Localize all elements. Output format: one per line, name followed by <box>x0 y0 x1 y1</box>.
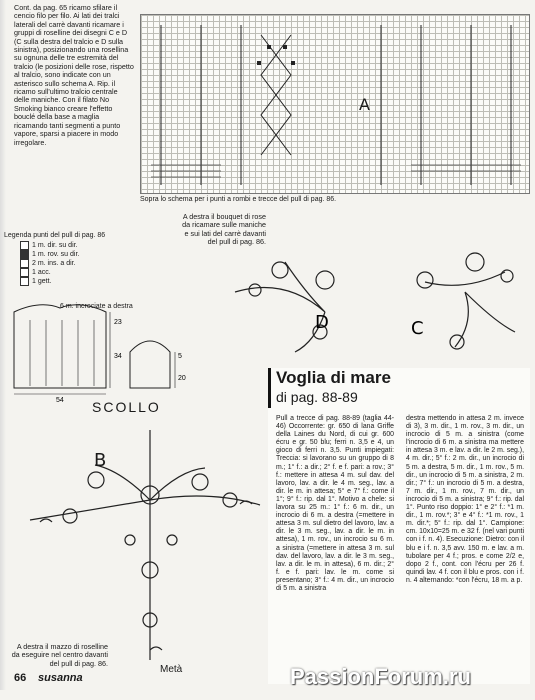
magazine-brand: susanna <box>38 672 83 684</box>
article-column-left: Pull a trecce di pag. 88-89 (taglia 44-46) Occorrente: gr. 650 di lana Griffe della Laines du Nord, di cui gr. 600 écru e gr. 50 blu; ferri n. 3,5 e 4, un gioco di ferri n. 3,5. Punti impiegati: Treccia: si lavorano su un gruppo di 8 m.; 1° f.: a dir.; 2° f. e f. pari: a rov.; 3° f.: mettere in attesa 4 m. sul dav. del lavoro, lav. a dir. le 4 m. seg., lav. a dir. le m. in attesa; 5° e 7° f.: come il 1°; 9° f.: rip. dal 1°. Motivo a chele: si lavora su 25 m.: 1° f.: 6 m. dir., un incrocio di 6 m. a destra (=mettere in attesa 3 m. sul dietro del lavoro, lav. a dir. le 3 m. seg., lav. a dir. le m. in attesa), 1 m. rov., un incrocio su 6 m. a sinistra (=mettere in attesa 3 m. sul dav. del lavoro, lav. a dir. le 3 m. seg., lav. a dir. le m. in attesa), 6 m. dir.; 2° f. e f. pari: lav. le m. come si presentano; 3° f.: 4 m. dir., un incrocio di 5 m. a sinistra <box>276 415 394 592</box>
vest-schema-outline <box>14 305 106 388</box>
rose-motifs-c-d <box>225 232 530 362</box>
legend-item: 1 m. dir. su dir. <box>20 241 78 250</box>
yarn-over-symbol-icon <box>20 277 29 286</box>
dim-23: 23 <box>114 319 122 326</box>
bouquet-center-caption: A destra il mazzo di roselline da eseguire nel centro davanti del pull di pag. 86. <box>11 642 108 668</box>
dim-20: 20 <box>178 375 186 382</box>
legend-item: 1 m. rov. su dir. <box>20 250 79 259</box>
legend-item: 1 acc. <box>20 268 51 277</box>
rose-bouquet-b <box>30 430 260 660</box>
neckline-label: SCOLLO <box>92 399 161 415</box>
watermark-text: PassionForum.ru <box>290 664 471 689</box>
legend-item: 2 m. ins. a dir. <box>20 259 76 268</box>
dim-34: 34 <box>114 353 122 360</box>
schema-letter-b: B <box>94 450 107 471</box>
half-label: Metà <box>160 664 183 675</box>
chart-letter-a: A <box>359 95 370 114</box>
cable-note: 6 m. incrociate a destra <box>60 303 133 310</box>
intro-text: Cont. da pag. 65 ricamo sfilare il cencio filo per filo. Ai lati dei tralci laterali del carrè davanti ricamare i gruppi di roselline dei disegni C e D (C sulla destra del tralcio e D sulla sinistra), posizionando una rosellina su ognuna delle tre estremità del tralcio (le posizioni delle rose, rispetto al tralcio, sono indicate con un asterisco sullo schema A. Rip. il ricamo sull'ultimo tralcio centrale delle maniche. Con il filato No Smoking bianco creare l'effetto bouclé della base a maglia ricamando tanti segmenti a punto vapore, sparsi a piacere in modo irregolare. <box>14 3 134 147</box>
dim-5: 5 <box>178 353 182 360</box>
schema-letter-c: C <box>411 318 424 339</box>
chart-caption: Sopra lo schema per i punti a rombi e trecce del pull di pag. 86. <box>140 196 337 203</box>
sleeve-schema-outline <box>130 341 170 388</box>
bouquet-caption: A destra il bouquet di rose da ricamare sulle maniche e sui lati del carrè davanti del pull di pag. 86. <box>182 212 266 247</box>
chart-pattern <box>141 15 529 193</box>
k2tog-symbol-icon <box>20 259 29 268</box>
article-box <box>268 368 530 684</box>
dim-54: 54 <box>56 397 64 404</box>
legend-title: Legenda punti del pull di pag. 86 <box>4 232 106 239</box>
title-rule <box>268 368 271 408</box>
knit-symbol-icon <box>20 241 29 250</box>
motif-c <box>425 272 515 347</box>
article-column-right: destra mettendo in attesa 2 m. invece di 3), 3 m. dir., 1 m. rov., 3 m. dir., un incrocio di 5 m. a sinistra (come l'incrocio di 6 m. a sinistra ma mettere in attesa 3 m. e lav. a dir. le 2 m. seg.), 4 m. dir.; 5° f.: 2 m. dir., un incrocio di 5 m. a destra, 5 m. dir., 1 m. rov., 5 m. dir., un incrocio di 5 m. a sinistra, 2 m. dir.; 7° f.: un incrocio di 5 m. a destra, 7 m. dir., 1 m. rov., 7 m. dir., un incrocio di 5 m. a sinistra; 9° f.: rip. dal 1°. Punto riso doppio: 1° e 2° f.: *1 m. dir., 1 m. rov.*; 3° e 4° f.: *1 m. rov., 1 m. dir.*; 5° f.: rip. dal 1°. Campione: cm. 10x10=25 m. e 32 f. (nel vari punti con i f. n. 4). Esecuzione: Dietro: con il blu e i f. n. 3,5 avv. 150 m. e lav. a m. tubolare per 4 f.; pros. e come 2/2 e, dopo 2 f., cont. con l'écru per 26 f. quindi lav. 4 f. con il blu e pros. con i f. n. 4 alternando: *con l'écru, 18 m. a p. <box>406 415 524 584</box>
decrease-symbol-icon <box>20 268 29 277</box>
schema-letter-d: D <box>315 312 329 333</box>
motif-d <box>235 262 325 352</box>
purl-symbol-icon <box>20 250 29 259</box>
stitch-chart-grid <box>140 14 530 194</box>
legend-item: 1 gett. <box>20 277 51 286</box>
page-number: 66 <box>14 672 27 684</box>
article-title: Voglia di mare <box>276 368 391 387</box>
article-subtitle: di pag. 88-89 <box>276 389 358 405</box>
